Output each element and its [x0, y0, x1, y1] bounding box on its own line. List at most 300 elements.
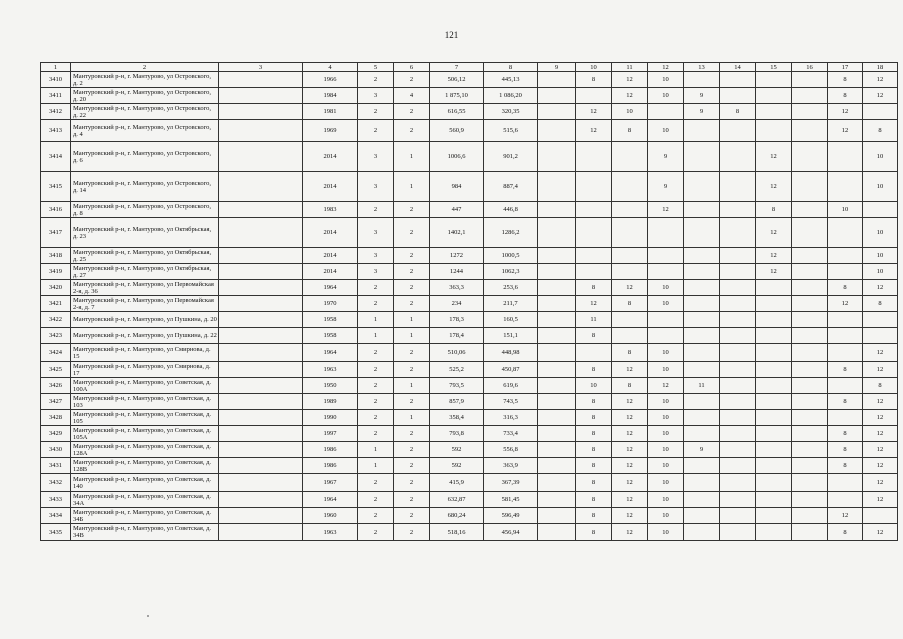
table-cell: 2 [394, 426, 430, 442]
table-cell: 2 [358, 296, 394, 312]
table-cell: 10 [648, 344, 684, 362]
table-cell [863, 104, 898, 120]
table-cell [756, 362, 792, 378]
table-cell: 160,5 [484, 312, 538, 328]
table-cell [576, 172, 612, 202]
table-cell [756, 72, 792, 88]
table-cell: 1958 [303, 312, 358, 328]
row-number-cell: 3421 [41, 296, 71, 312]
table-cell [720, 248, 756, 264]
table-cell: 1 [358, 442, 394, 458]
address-cell: Мантуровский р-н, г. Мантурово, ул Октябрьская, д. 23 [71, 218, 219, 248]
table-cell: 887,4 [484, 172, 538, 202]
table-cell [792, 328, 828, 344]
table-cell [538, 328, 576, 344]
table-cell: 10 [863, 264, 898, 280]
table-cell: 12 [863, 88, 898, 104]
address-cell: Мантуровский р-н, г. Мантурово, ул Смирнова, д. 15 [71, 344, 219, 362]
table-cell: 1958 [303, 328, 358, 344]
table-cell [684, 202, 720, 218]
address-cell: Мантуровский р-н, г. Мантурово, ул Советская, д. 34А [71, 492, 219, 508]
table-cell [756, 120, 792, 142]
table-cell [756, 296, 792, 312]
table-cell: 680,24 [430, 508, 484, 524]
table-cell: 1966 [303, 72, 358, 88]
table-cell [792, 312, 828, 328]
table-cell: 1964 [303, 492, 358, 508]
table-cell: 12 [612, 410, 648, 426]
table-cell [828, 474, 863, 492]
address-cell: Мантуровский р-н, г. Мантурово, ул Пушкина, д. 22 [71, 328, 219, 344]
table-cell [648, 312, 684, 328]
table-cell: 3 [358, 172, 394, 202]
table-cell: 1 [358, 458, 394, 474]
table-cell: 12 [576, 120, 612, 142]
table-cell: 2 [394, 458, 430, 474]
row-number-cell: 3434 [41, 508, 71, 524]
table-cell [792, 442, 828, 458]
table-cell: 445,13 [484, 72, 538, 88]
table-cell [538, 264, 576, 280]
table-cell: 8 [828, 72, 863, 88]
table-cell [576, 202, 612, 218]
table-cell [756, 104, 792, 120]
table-row [41, 120, 898, 142]
table-cell: 619,6 [484, 378, 538, 394]
address-cell: Мантуровский р-н, г. Мантурово, ул Островского, д. 14 [71, 172, 219, 202]
table-cell: 12 [612, 426, 648, 442]
table-cell: 8 [576, 508, 612, 524]
table-cell [648, 328, 684, 344]
table-cell: 12 [612, 442, 648, 458]
table-cell: 2 [394, 202, 430, 218]
table-cell: 178,4 [430, 328, 484, 344]
column-header: 13 [684, 63, 720, 72]
table-cell [538, 378, 576, 394]
row-number-cell: 3423 [41, 328, 71, 344]
table-cell: 2 [394, 104, 430, 120]
table-cell [720, 202, 756, 218]
table-cell [792, 344, 828, 362]
row-number-cell: 3411 [41, 88, 71, 104]
table-cell [720, 508, 756, 524]
table-cell [219, 120, 303, 142]
table-cell: 10 [863, 172, 898, 202]
table-cell [684, 508, 720, 524]
address-cell: Мантуровский р-н, г. Мантурово, ул Советская, д. 140 [71, 474, 219, 492]
table-cell [612, 202, 648, 218]
table-cell [720, 344, 756, 362]
table-cell [792, 172, 828, 202]
table-cell: 3 [358, 264, 394, 280]
table-cell: 1984 [303, 88, 358, 104]
table-cell: 2 [394, 362, 430, 378]
table-cell: 12 [863, 362, 898, 378]
table-cell: 592 [430, 442, 484, 458]
table-cell [684, 264, 720, 280]
table-cell: 596,49 [484, 508, 538, 524]
table-cell: 515,6 [484, 120, 538, 142]
table-cell [219, 378, 303, 394]
table-cell [576, 344, 612, 362]
table-cell: 560,9 [430, 120, 484, 142]
table-cell: 9 [648, 172, 684, 202]
table-cell: 1950 [303, 378, 358, 394]
row-number-cell: 3431 [41, 458, 71, 474]
table-cell: 10 [648, 508, 684, 524]
table-cell: 358,4 [430, 410, 484, 426]
table-cell: 1 [394, 172, 430, 202]
table-cell [612, 218, 648, 248]
table-cell [219, 104, 303, 120]
table-cell: 8 [828, 524, 863, 541]
table-cell: 12 [828, 104, 863, 120]
table-cell [219, 524, 303, 541]
row-number-cell: 3432 [41, 474, 71, 492]
table-cell: 10 [863, 218, 898, 248]
address-cell: Мантуровский р-н, г. Мантурово, ул Пушкина, д. 20 [71, 312, 219, 328]
table-cell: 1 [394, 378, 430, 394]
table-cell [863, 508, 898, 524]
table-cell [219, 394, 303, 410]
table-cell: 1986 [303, 442, 358, 458]
table-cell: 1 [394, 312, 430, 328]
table-cell: 2 [394, 508, 430, 524]
address-cell: Мантуровский р-н, г. Мантурово, ул Островского, д. 8 [71, 202, 219, 218]
table-cell [684, 492, 720, 508]
table-cell [720, 410, 756, 426]
table-cell: 10 [648, 88, 684, 104]
table-cell [219, 458, 303, 474]
table-cell: 3 [358, 248, 394, 264]
table-cell: 10 [612, 104, 648, 120]
table-cell: 8 [612, 120, 648, 142]
table-cell: 8 [612, 296, 648, 312]
table-cell: 363,3 [430, 280, 484, 296]
row-number-cell: 3417 [41, 218, 71, 248]
address-cell: Мантуровский р-н, г. Мантурово, ул Островского, д. 2 [71, 72, 219, 88]
table-cell: 984 [430, 172, 484, 202]
row-number-cell: 3433 [41, 492, 71, 508]
table-cell [538, 248, 576, 264]
column-header: 17 [828, 63, 863, 72]
table-cell [792, 202, 828, 218]
table-row [41, 202, 898, 218]
address-cell: Мантуровский р-н, г. Мантурово, ул Смирнова, д. 17 [71, 362, 219, 378]
table-cell [219, 218, 303, 248]
table-cell: 12 [756, 264, 792, 280]
table-cell [538, 202, 576, 218]
table-cell: 448,98 [484, 344, 538, 362]
table-cell: 793,8 [430, 426, 484, 442]
row-number-cell: 3420 [41, 280, 71, 296]
table-cell [684, 524, 720, 541]
table-cell: 8 [576, 394, 612, 410]
table-cell [863, 328, 898, 344]
row-number-cell: 3429 [41, 426, 71, 442]
address-cell: Мантуровский р-н, г. Мантурово, ул Первомайская 2-я, д. 36 [71, 280, 219, 296]
address-cell: Мантуровский р-н, г. Мантурово, ул Островского, д. 20 [71, 88, 219, 104]
table-cell [538, 104, 576, 120]
table-cell [792, 280, 828, 296]
table-cell: 12 [612, 88, 648, 104]
table-cell: 253,6 [484, 280, 538, 296]
table-cell [792, 458, 828, 474]
table-cell: 8 [576, 458, 612, 474]
table-cell: 1997 [303, 426, 358, 442]
table-cell: 2 [394, 474, 430, 492]
table-cell [828, 172, 863, 202]
table-cell: 2 [358, 410, 394, 426]
table-cell: 506,12 [430, 72, 484, 88]
table-cell [756, 378, 792, 394]
table-cell: 2014 [303, 264, 358, 280]
row-number-cell: 3418 [41, 248, 71, 264]
table-cell: 1 [394, 142, 430, 172]
table-cell: 2 [394, 524, 430, 541]
column-header: 12 [648, 63, 684, 72]
row-number-cell: 3424 [41, 344, 71, 362]
table-cell [538, 410, 576, 426]
table-row [41, 328, 898, 344]
table-cell: 8 [576, 474, 612, 492]
table-cell [684, 280, 720, 296]
address-cell: Мантуровский р-н, г. Мантурово, ул Островского, д. 6 [71, 142, 219, 172]
table-cell: 12 [612, 280, 648, 296]
table-cell [684, 344, 720, 362]
table-row [41, 280, 898, 296]
page-number: 121 [444, 30, 459, 40]
table-cell: 2 [358, 202, 394, 218]
column-header: 7 [430, 63, 484, 72]
table-cell [684, 296, 720, 312]
table-cell: 10 [648, 442, 684, 458]
table-cell [219, 72, 303, 88]
table-cell [720, 362, 756, 378]
table-cell [792, 104, 828, 120]
table-cell: 2 [394, 248, 430, 264]
table-row [41, 88, 898, 104]
table-cell: 8 [756, 202, 792, 218]
table-cell [538, 394, 576, 410]
table-cell: 10 [648, 458, 684, 474]
table-cell: 1272 [430, 248, 484, 264]
table-cell [538, 458, 576, 474]
table-cell [219, 172, 303, 202]
table-cell: 2 [394, 394, 430, 410]
table-cell: 10 [576, 378, 612, 394]
table-cell: 1970 [303, 296, 358, 312]
address-cell: Мантуровский р-н, г. Мантурово, ул Советская, д. 105А [71, 426, 219, 442]
table-cell [756, 474, 792, 492]
table-body [41, 72, 898, 541]
table-cell: 1960 [303, 508, 358, 524]
table-cell: 211,7 [484, 296, 538, 312]
table-cell [538, 492, 576, 508]
table-row [41, 508, 898, 524]
table-cell [756, 280, 792, 296]
table-cell: 1963 [303, 362, 358, 378]
table-cell [828, 312, 863, 328]
table-cell [576, 248, 612, 264]
table-cell: 1989 [303, 394, 358, 410]
table-cell [756, 394, 792, 410]
table-cell: 8 [612, 378, 648, 394]
table-row [41, 458, 898, 474]
table-cell [720, 426, 756, 442]
housing-register-table [40, 62, 898, 541]
column-header: 1 [41, 63, 71, 72]
column-header: 5 [358, 63, 394, 72]
table-cell [219, 344, 303, 362]
column-header: 4 [303, 63, 358, 72]
table-cell: 733,4 [484, 426, 538, 442]
table-cell [684, 72, 720, 88]
table-cell: 446,8 [484, 202, 538, 218]
table-cell: 2 [358, 344, 394, 362]
address-cell: Мантуровский р-н, г. Мантурово, ул Советская, д. 100А [71, 378, 219, 394]
table-cell [720, 218, 756, 248]
table-cell: 8 [720, 104, 756, 120]
table-cell [648, 218, 684, 248]
table-cell: 10 [648, 474, 684, 492]
column-header: 16 [792, 63, 828, 72]
table-cell: 793,5 [430, 378, 484, 394]
table-cell: 8 [828, 362, 863, 378]
table-cell: 9 [648, 142, 684, 172]
address-cell: Мантуровский р-н, г. Мантурово, ул Советская, д. 105 [71, 410, 219, 426]
table-cell: 518,16 [430, 524, 484, 541]
address-cell: Мантуровский р-н, г. Мантурово, ул Советская, д. 34Б [71, 508, 219, 524]
table-cell: 8 [576, 362, 612, 378]
table-cell: 12 [612, 394, 648, 410]
table-cell [684, 172, 720, 202]
table-cell [720, 120, 756, 142]
table-cell: 10 [648, 280, 684, 296]
row-number-cell: 3430 [41, 442, 71, 458]
table-cell: 1000,5 [484, 248, 538, 264]
column-header: 11 [612, 63, 648, 72]
table-cell: 234 [430, 296, 484, 312]
table-cell [828, 142, 863, 172]
table-cell: 12 [612, 508, 648, 524]
address-cell: Мантуровский р-н, г. Мантурово, ул Советская, д. 34В [71, 524, 219, 541]
table-cell [538, 442, 576, 458]
table-cell: 2 [394, 264, 430, 280]
column-header: 3 [219, 63, 303, 72]
table-cell [684, 474, 720, 492]
table-cell: 857,9 [430, 394, 484, 410]
table-cell [720, 280, 756, 296]
table-cell [538, 474, 576, 492]
table-cell [684, 458, 720, 474]
table-row [41, 410, 898, 426]
table-cell: 2 [394, 442, 430, 458]
table-cell: 1981 [303, 104, 358, 120]
table-cell: 12 [612, 72, 648, 88]
table-cell [720, 442, 756, 458]
table-cell [648, 264, 684, 280]
table-cell [792, 218, 828, 248]
table-cell: 2 [394, 492, 430, 508]
table-cell [828, 410, 863, 426]
table-cell [828, 248, 863, 264]
table-cell [756, 344, 792, 362]
table-cell [219, 362, 303, 378]
table-cell [219, 202, 303, 218]
table-cell [684, 142, 720, 172]
table-row [41, 442, 898, 458]
table-cell [792, 72, 828, 88]
table-cell: 2 [358, 378, 394, 394]
table-cell: 592 [430, 458, 484, 474]
table-cell: 8 [576, 72, 612, 88]
table-row [41, 72, 898, 88]
table-cell: 2 [394, 120, 430, 142]
table-cell: 1 [358, 328, 394, 344]
table-cell: 12 [756, 172, 792, 202]
table-cell: 8 [828, 394, 863, 410]
table-row [41, 362, 898, 378]
table-cell: 1 086,20 [484, 88, 538, 104]
table-cell [756, 492, 792, 508]
table-cell [720, 142, 756, 172]
table-cell [576, 88, 612, 104]
table-cell [219, 426, 303, 442]
table-cell [219, 296, 303, 312]
table-cell: 12 [828, 508, 863, 524]
row-number-cell: 3414 [41, 142, 71, 172]
table-cell [538, 280, 576, 296]
table-cell [219, 312, 303, 328]
address-cell: Мантуровский р-н, г. Мантурово, ул Первомайская 2-я, д. 7 [71, 296, 219, 312]
table-cell [538, 344, 576, 362]
column-header: 8 [484, 63, 538, 72]
row-number-cell: 3435 [41, 524, 71, 541]
table-cell: 8 [863, 120, 898, 142]
table-cell: 1963 [303, 524, 358, 541]
table-cell [538, 172, 576, 202]
table-cell [792, 474, 828, 492]
table-cell: 367,39 [484, 474, 538, 492]
table-row [41, 264, 898, 280]
table-cell [720, 394, 756, 410]
table-cell [792, 362, 828, 378]
table-cell: 2 [358, 72, 394, 88]
table-cell [612, 264, 648, 280]
table-cell: 12 [756, 248, 792, 264]
table-cell [756, 458, 792, 474]
table-cell [756, 524, 792, 541]
table-cell: 1964 [303, 344, 358, 362]
column-header: 14 [720, 63, 756, 72]
table-cell [792, 296, 828, 312]
table-cell [792, 88, 828, 104]
table-cell: 10 [863, 248, 898, 264]
table-cell [684, 120, 720, 142]
table-cell [863, 202, 898, 218]
row-number-cell: 3427 [41, 394, 71, 410]
table-cell: 12 [756, 142, 792, 172]
table-cell [684, 248, 720, 264]
table-cell: 901,2 [484, 142, 538, 172]
table-cell [684, 328, 720, 344]
table-cell [792, 264, 828, 280]
column-header: 9 [538, 63, 576, 72]
table-cell: 10 [648, 394, 684, 410]
table-cell: 2 [358, 394, 394, 410]
table-row [41, 394, 898, 410]
